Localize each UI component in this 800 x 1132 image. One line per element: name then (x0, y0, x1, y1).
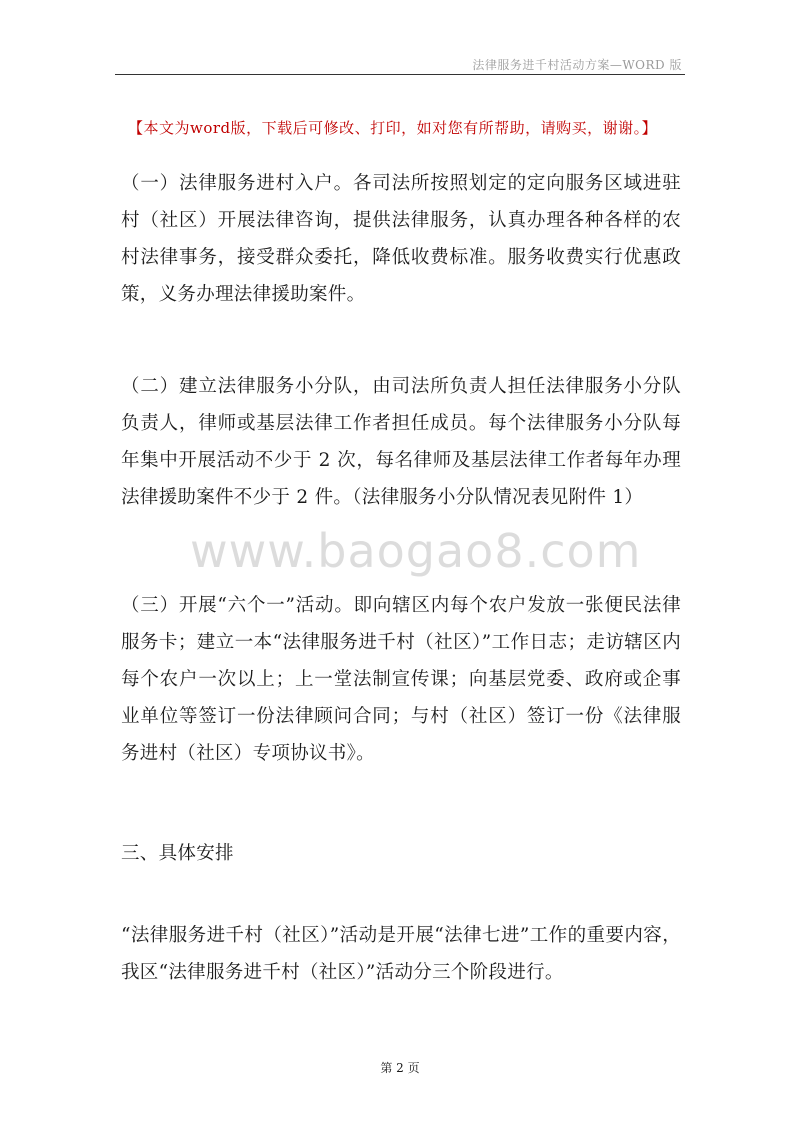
paragraph-3: （三）开展“六个一”活动。即向辖区内每个农户发放一张便民法律服务卡；建立一本“法律服务进千村（社区）”工作日志；走访辖区内每个农户一次以上；上一堂法制宣传课；向基层党委、政府或企事业单位等签订一份法律顾问合同；与村（社区）签订一份《法律服务进村（社区）专项协议书》。 (121, 595, 681, 764)
paragraph-4: “法律服务进千村（社区）”活动是开展“法律七进”工作的重要内容，我区“法律服务进千村（社区）”活动分三个阶段进行。 (121, 925, 681, 983)
watermark: www.baogao8.com (190, 524, 642, 578)
page-number: 第 2 页 (380, 1061, 420, 1075)
running-header: 法律服务进千村活动方案—WORD 版 (472, 58, 682, 72)
paragraph-1: （一）法律服务进村入户。各司法所按照划定的定向服务区域进驻村（社区）开展法律咨询，提供法律服务，认真办理各种各样的农村法律事务，接受群众委托，降低收费标准。服务收费实行优惠政策，义务办理法律援助案件。 (121, 173, 681, 305)
download-notice: 【本文为word版，下载后可修改、打印，如对您有所帮助，请购买，谢谢。】 (128, 119, 658, 137)
section-heading: 三、具体安排 (121, 843, 234, 864)
paragraph-2: （二）建立法律服务小分队，由司法所负责人担任法律服务小分队负责人，律师或基层法律工作者担任成员。每个法律服务小分队每年集中开展活动不少于 2 次，每名律师及基层法律工作者每年办理法律援助案件不少于 2 件。（法律服务小分队情况表见附件 1） (121, 376, 681, 508)
header-divider (115, 74, 685, 75)
